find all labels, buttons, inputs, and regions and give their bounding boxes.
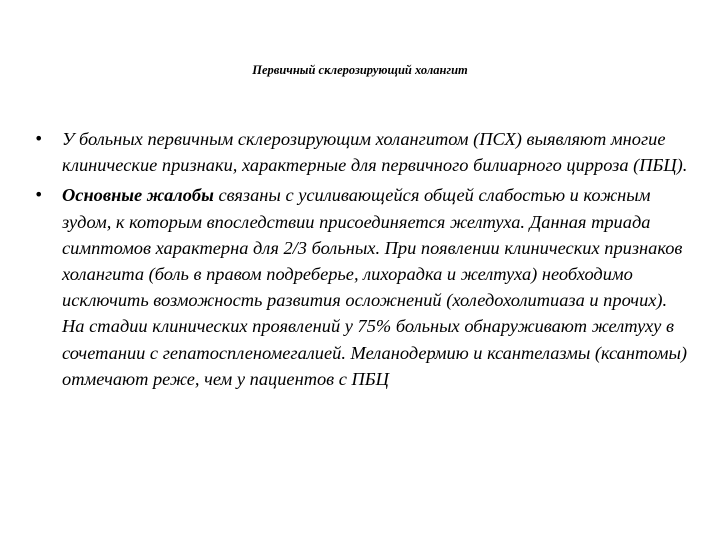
bullet-marker: •: [34, 129, 44, 148]
bullet-marker: •: [34, 185, 44, 205]
slide-title: Первичный склерозирующий холангит: [252, 63, 468, 77]
bullet-text-1: У больных первичным склерозирующим холангитом (ПСХ) выявляют многие клинические признаки, характерные для первичного билиарного цирроза (ПБЦ).: [62, 129, 688, 176]
bullet-item-1: [34, 126, 694, 178]
bullet-bold-lead-2: Основные жалобы: [62, 185, 214, 206]
bullet-list: [34, 126, 694, 396]
bullet-item-2: [34, 182, 694, 392]
bullet-text-2: связаны с усиливающейся общей слабостью и кожным зудом, к которым впоследствии присоединяется желтуха. Данная триада симптомов характерна для 2/3 больных. При появлении клинических признаков холангита (боль в правом подреберье, лихорадка и желтуха) необходимо исключить возможность развития осложнений (холедохолитиаза и прочих). На стадии клинических проявлений у 75% больных обнаруживают желтуху в сочетании с гепатоспленомегалией. Меланодермию и ксантелазмы (ксантомы) отмечают реже, чем у пациентов с ПБЦ: [62, 185, 688, 389]
